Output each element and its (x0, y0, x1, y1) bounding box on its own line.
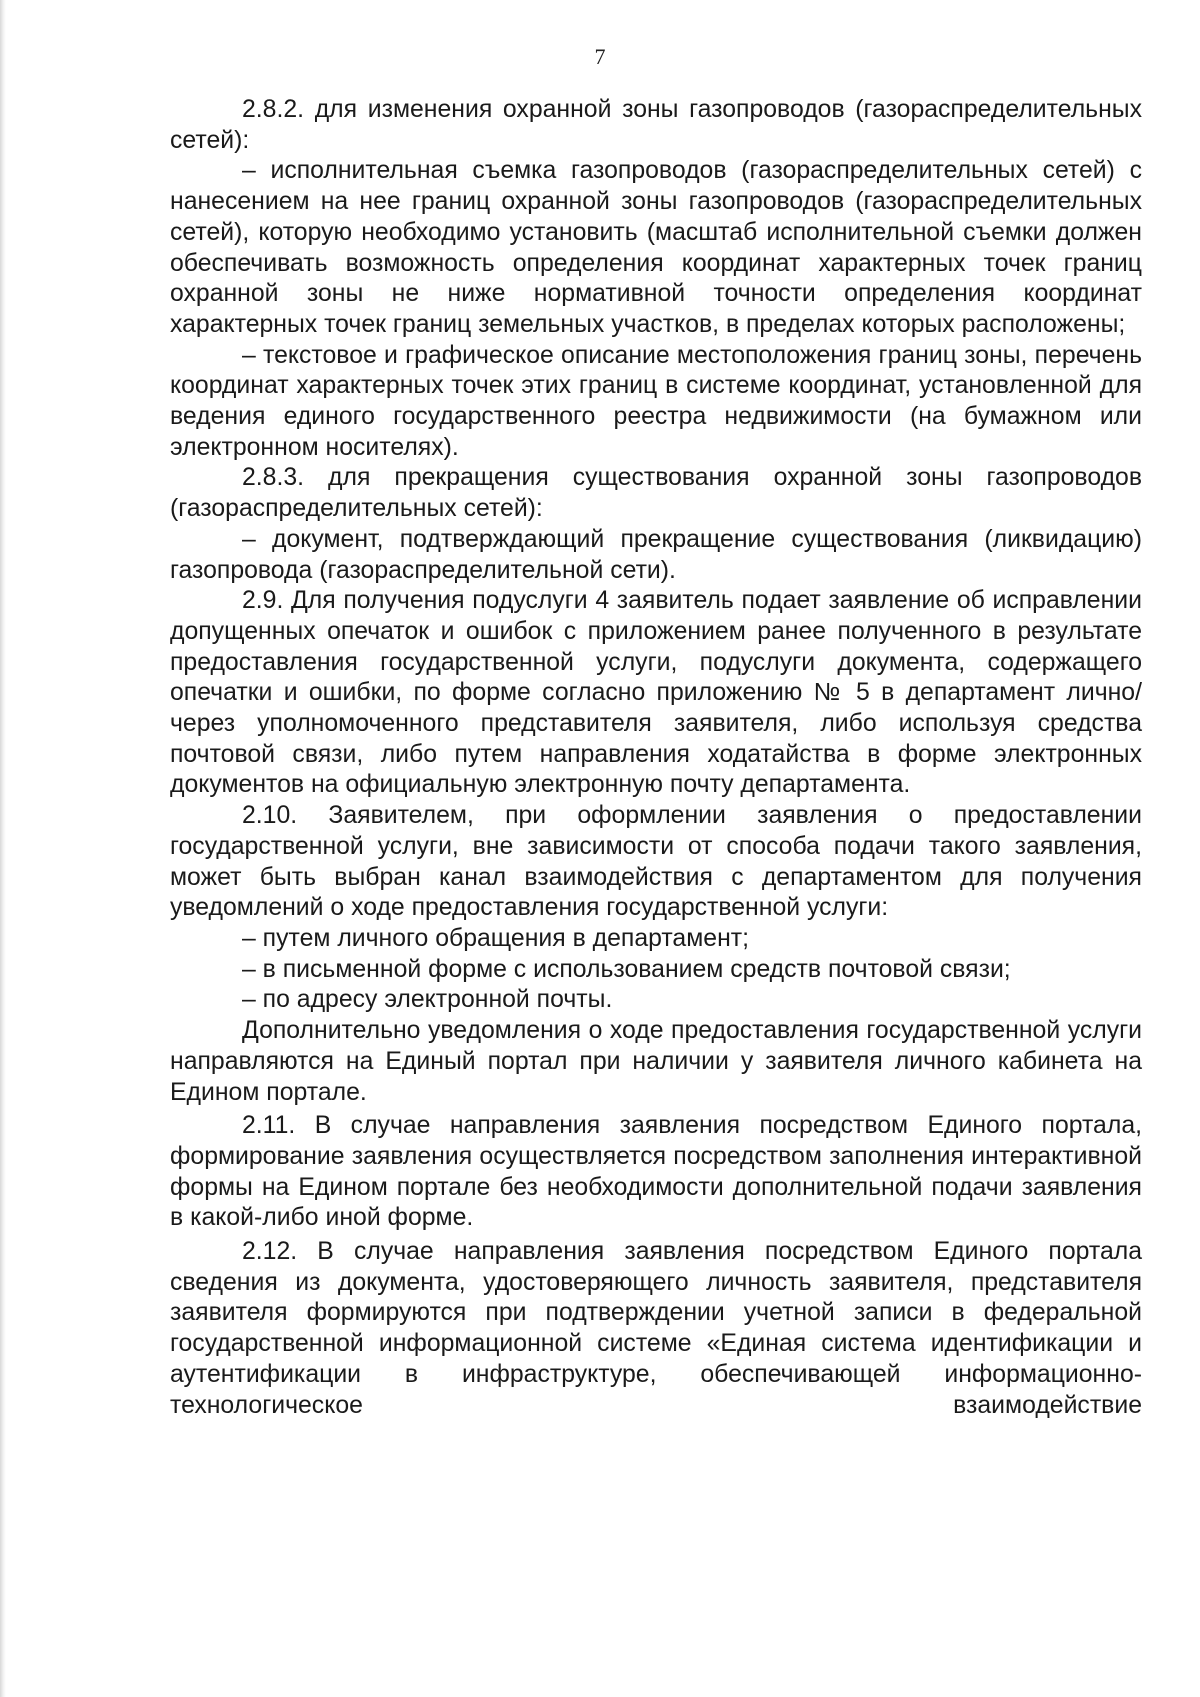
paragraph-2-8-2: 2.8.2. для изменения охранной зоны газопроводов (газораспределительных сетей): (170, 96, 1142, 154)
paragraph-2-11: 2.11. В случае направления заявления посредством Единого портала, формирование заявления осуществляется посредством заполнения интерактивной формы на Едином портале без необходимости дополнительной подачи заявления в какой-либо иной форме. (170, 1112, 1142, 1232)
paragraph-2-8-3: 2.8.3. для прекращения существования охранной зоны газопроводов (газораспределительных сетей): (170, 464, 1142, 523)
scan-edge (0, 0, 6, 1697)
paragraph-2-10: 2.10. Заявителем, при оформлении заявления о предоставлении государственной услуги, вне зависимости от способа подачи такого заявления, может быть выбран канал взаимодействия с департаментом для получения уведомлений о ходе предоставления государственной услуги: (170, 802, 1142, 922)
document-body (170, 95, 1142, 1421)
list-item-personal-visit: – путем личного обращения в департамент; (242, 924, 750, 952)
paragraph-additional-notifications: Дополнительно уведомления о ходе предоставления государственной услуги направляются на Единый портал при наличии у заявителя личного кабинета на Едином портале. (170, 1017, 1142, 1106)
list-item-postal: – в письменной форме с использованием средств почтовой связи; (242, 955, 1011, 983)
page-number: 7 (594, 44, 606, 69)
list-item-executive-survey: – исполнительная съемка газопроводов (газораспределительных сетей) с нанесением на нее границ охранной зоны газопроводов (газораспределительных сетей), которую необходимо установить (масштаб исполнительной съемки должен обеспечивать возможность определения координат характерных точек границ охранной зоны не ниже нормативной точности определения координат характерных точек границ земельных участков, в пределах которых расположены; (170, 157, 1142, 338)
paragraph-2-12: 2.12. В случае направления заявления посредством Единого портала сведения из документа, удостоверяющего личность заявителя, представителя заявителя формируются при подтверждении учетной записи в федеральной государственной информационной системе «Единая система идентификации и аутентификации в инфраструктуре, обеспечивающей информационно-технологическое взаимодействие (170, 1238, 1142, 1419)
paragraph-2-9: 2.9. Для получения подуслуги 4 заявитель подает заявление об исправлении допущенных опечаток и ошибок с приложением ранее полученного в результате предоставления государственной услуги, подуслуги документа, содержащего опечатки и ошибки, по форме согласно приложению № 5 в департамент лично/через уполномоченного представителя заявителя, либо используя средства почтовой связи, либо путем направления ходатайства в форме электронных документов на официальную электронную почту департамента. (170, 587, 1142, 799)
list-item-email: – по адресу электронной почты. (242, 986, 613, 1014)
list-item-zone-description: – текстовое и графическое описание местоположения границ зоны, перечень координат характерных точек этих границ в системе координат, установленной для ведения единого государственного реестра недвижимости (на бумажном или электронном носителях). (170, 341, 1142, 461)
list-item-liquidation-document: – документ, подтверждающий прекращение существования (ликвидацию) газопровода (газораспределительной сети). (170, 525, 1142, 584)
